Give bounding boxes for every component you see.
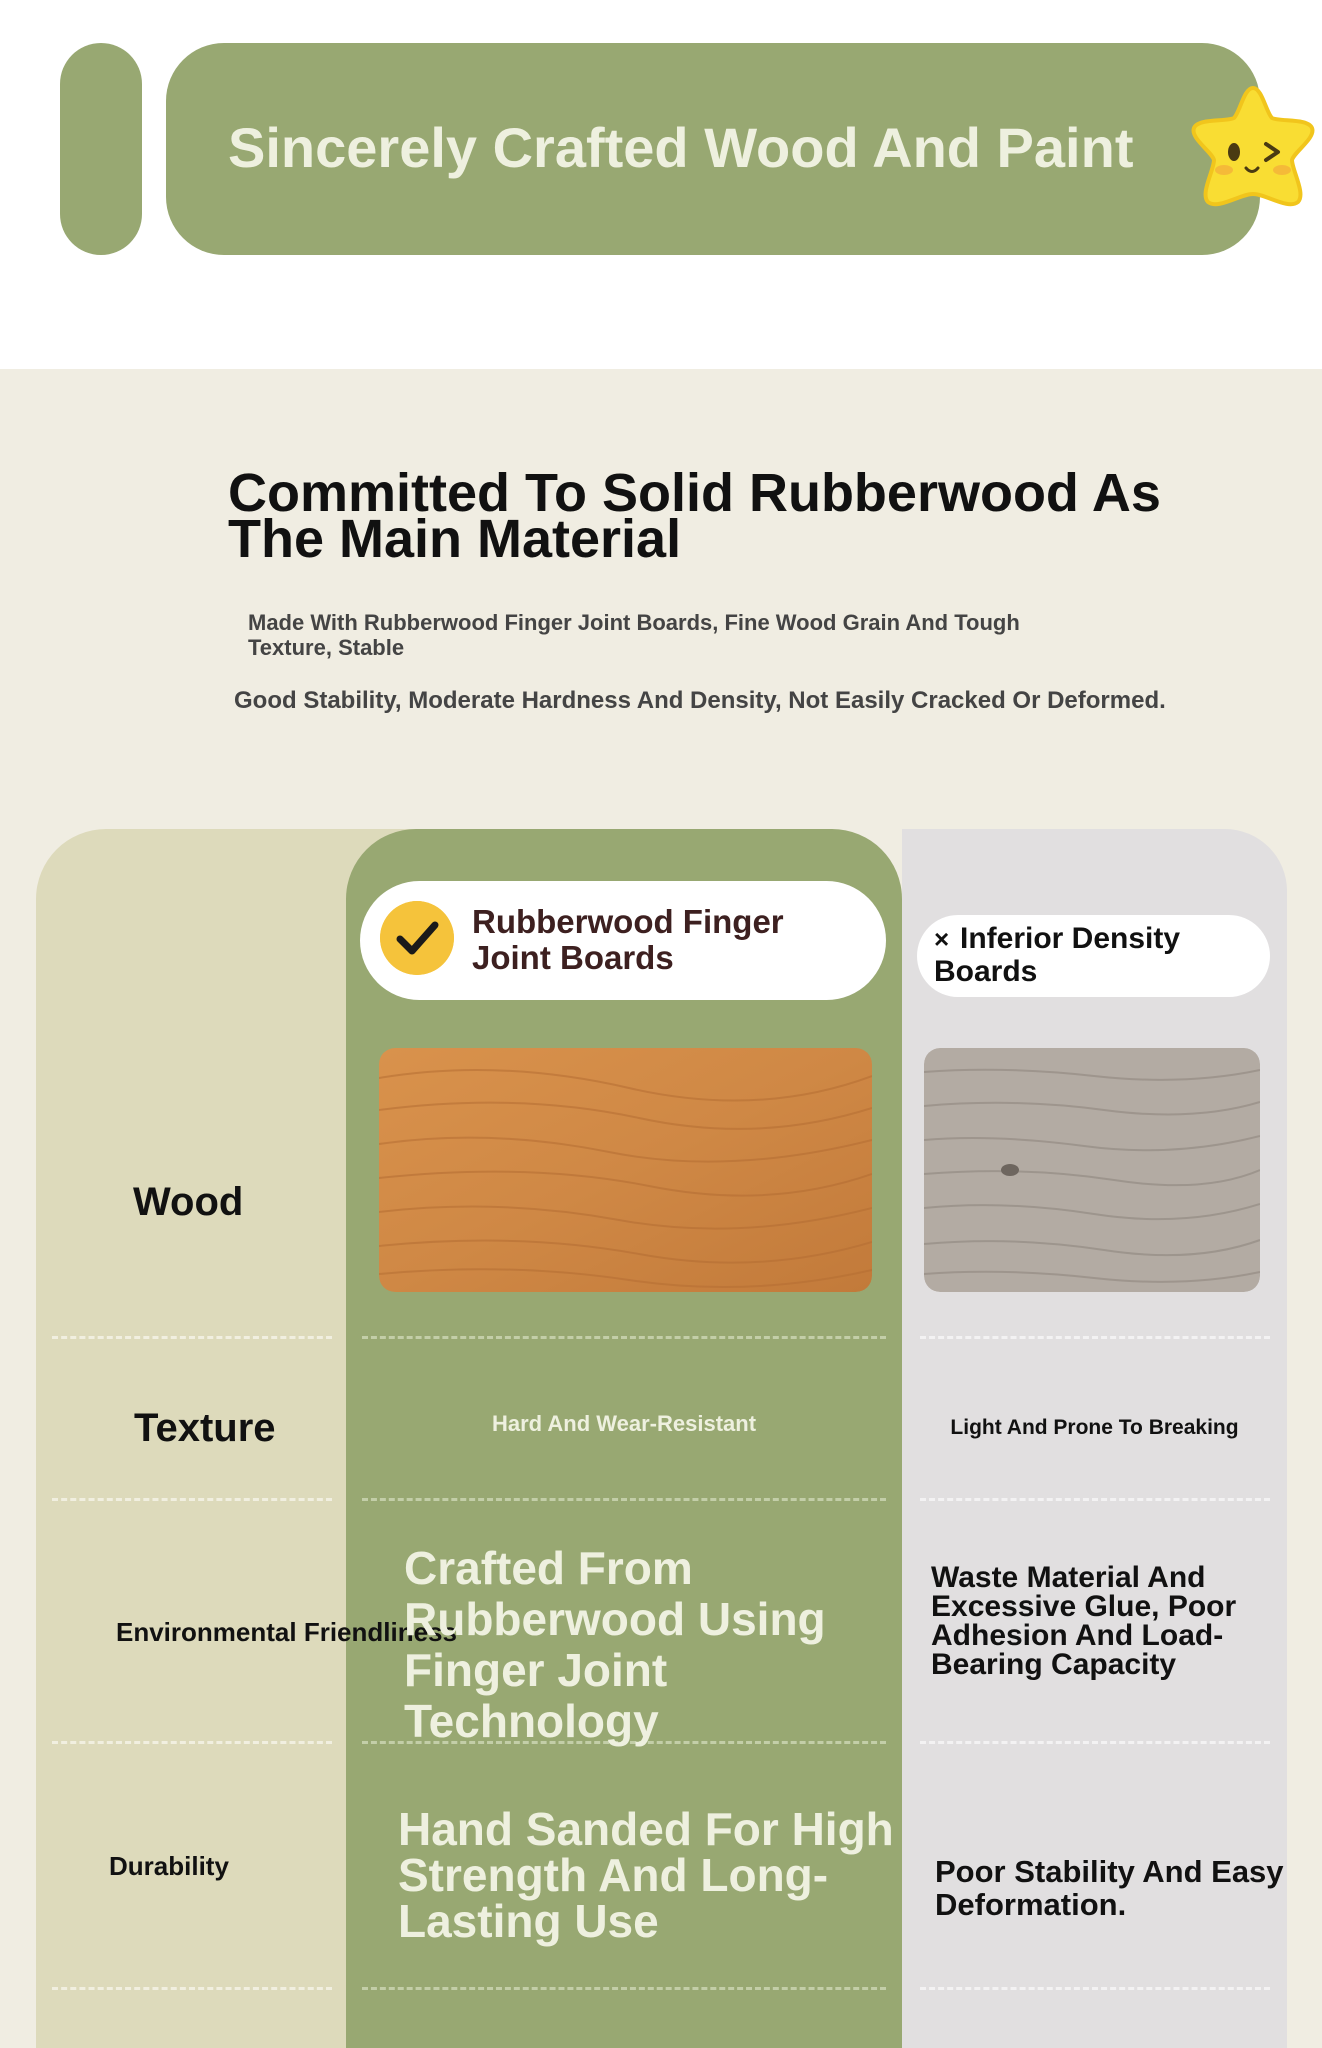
section-description: Good Stability, Moderate Hardness And Density, Not Easily Cracked Or Deformed. [234, 687, 1166, 714]
inferior-environment-value: Waste Material And Excessive Glue, Poor Adhesion And Load-Bearing Capacity [931, 1561, 1237, 1681]
row-label-wood: Wood [133, 1180, 244, 1224]
row-divider [920, 1987, 1270, 1990]
rubberwood-texture-value: Hard And Wear-Resistant [491, 1411, 757, 1436]
row-divider [362, 1336, 886, 1339]
checkmark-icon [380, 901, 454, 975]
row-divider [920, 1741, 1270, 1744]
inferior-durability-value: Poor Stability And Easy Deformation. [935, 1854, 1284, 1922]
cross-icon: × [934, 924, 950, 954]
row-divider [52, 1498, 332, 1501]
page-title: Sincerely Crafted Wood And Paint [228, 116, 1134, 179]
section-headline: Committed To Solid Rubberwood As The Main Material [228, 463, 1161, 569]
row-divider [52, 1987, 332, 1990]
row-divider [52, 1336, 332, 1339]
rubberwood-column-title: Rubberwood Finger Joint Boards [472, 903, 784, 976]
rubberwood-environment-value: Crafted From Rubberwood Using Finger Joint Technology [404, 1542, 826, 1747]
smiling-star-icon [1186, 82, 1320, 216]
inferior-column-title: Inferior Density Boards [934, 922, 1181, 988]
header-pill-decoration [60, 43, 142, 255]
row-divider [52, 1741, 332, 1744]
inferior-board-sample-image [924, 1048, 1260, 1292]
row-divider [362, 1987, 886, 1990]
rubberwood-sample-image [379, 1048, 872, 1292]
rubberwood-durability-value: Hand Sanded For High Strength And Long-Lasting Use [398, 1803, 894, 1947]
row-label-environmental-friendliness: Environmental Friendliness [116, 1617, 457, 1647]
inferior-texture-value: Light And Prone To Breaking [950, 1416, 1239, 1439]
section-subheading: Made With Rubberwood Finger Joint Boards, Fine Wood Grain And Tough Texture, Stable [248, 610, 1020, 660]
row-label-durability: Durability [109, 1851, 229, 1881]
row-divider [920, 1498, 1270, 1501]
row-divider [920, 1336, 1270, 1339]
row-divider [362, 1498, 886, 1501]
row-label-texture: Texture [134, 1406, 276, 1450]
